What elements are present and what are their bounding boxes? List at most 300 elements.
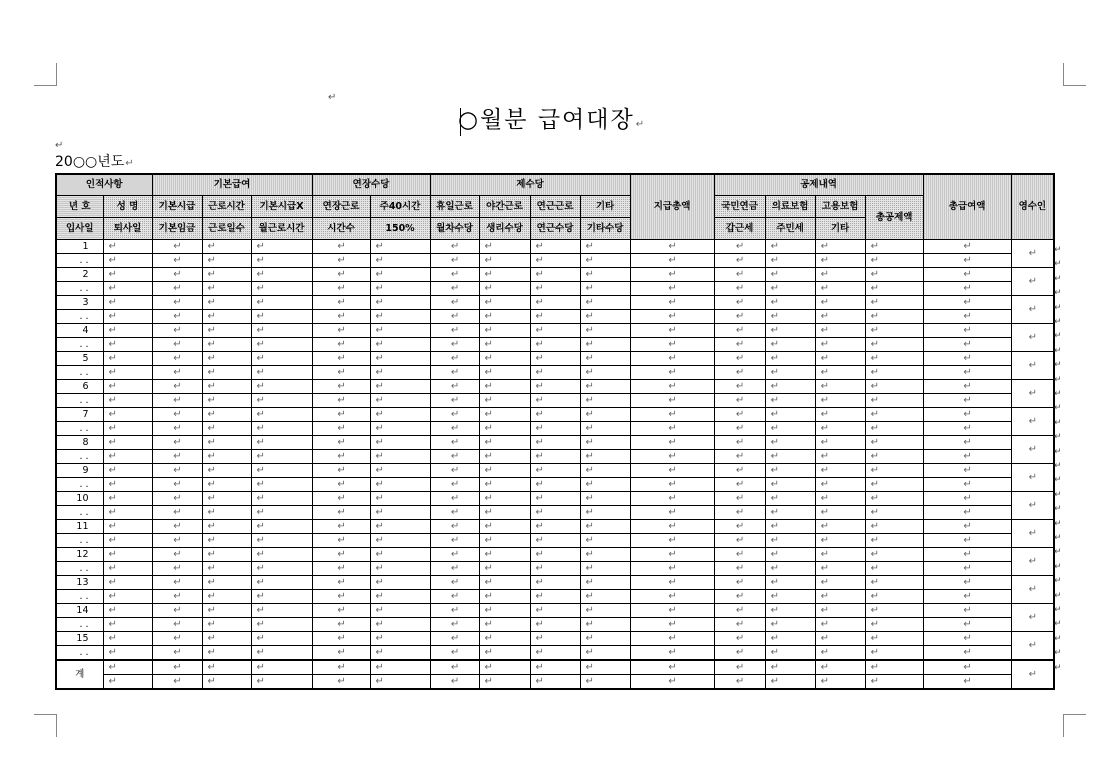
ledger-cell[interactable] bbox=[530, 590, 580, 604]
ledger-cell[interactable] bbox=[530, 548, 580, 562]
ledger-cell[interactable] bbox=[580, 422, 630, 436]
ledger-cell[interactable] bbox=[370, 632, 430, 646]
ledger-cell[interactable] bbox=[530, 646, 580, 661]
ledger-cell[interactable] bbox=[530, 240, 580, 254]
deduction-cell[interactable] bbox=[865, 492, 923, 506]
ledger-cell[interactable] bbox=[530, 520, 580, 534]
deduction-cell[interactable] bbox=[865, 436, 923, 450]
deduction-cell[interactable] bbox=[815, 282, 865, 296]
ledger-cell[interactable] bbox=[152, 324, 202, 338]
deduction-cell[interactable] bbox=[714, 240, 765, 254]
ledger-cell[interactable] bbox=[312, 310, 370, 324]
ledger-cell[interactable] bbox=[152, 268, 202, 282]
deduction-cell[interactable] bbox=[865, 562, 923, 576]
ledger-cell[interactable] bbox=[152, 380, 202, 394]
ledger-cell[interactable] bbox=[530, 576, 580, 590]
ledger-cell[interactable] bbox=[202, 660, 251, 675]
ledger-cell[interactable] bbox=[370, 240, 430, 254]
hire-date-cell[interactable]: . . bbox=[56, 422, 103, 436]
ledger-cell[interactable] bbox=[103, 604, 152, 618]
deduction-cell[interactable] bbox=[765, 380, 815, 394]
ledger-cell[interactable] bbox=[152, 436, 202, 450]
total-payment-cell[interactable] bbox=[630, 464, 714, 478]
ledger-cell[interactable] bbox=[251, 240, 312, 254]
deduction-cell[interactable] bbox=[714, 422, 765, 436]
ledger-cell[interactable] bbox=[312, 436, 370, 450]
gross-pay-cell[interactable] bbox=[923, 296, 1011, 310]
hire-date-cell[interactable]: . . bbox=[56, 254, 103, 268]
deduction-cell[interactable] bbox=[815, 338, 865, 352]
receipt-signature-cell[interactable] bbox=[1011, 492, 1054, 520]
employee-number-cell[interactable]: 6 bbox=[56, 380, 103, 394]
ledger-cell[interactable] bbox=[580, 268, 630, 282]
deduction-cell[interactable] bbox=[765, 352, 815, 366]
ledger-cell[interactable] bbox=[152, 675, 202, 690]
ledger-cell[interactable] bbox=[530, 338, 580, 352]
hire-date-cell[interactable]: . . bbox=[56, 506, 103, 520]
ledger-cell[interactable] bbox=[251, 366, 312, 380]
ledger-cell[interactable] bbox=[479, 380, 530, 394]
gross-pay-cell[interactable] bbox=[923, 380, 1011, 394]
deduction-cell[interactable] bbox=[815, 548, 865, 562]
deduction-cell[interactable] bbox=[765, 464, 815, 478]
ledger-cell[interactable] bbox=[251, 604, 312, 618]
ledger-cell[interactable] bbox=[103, 338, 152, 352]
total-payment-cell[interactable] bbox=[630, 618, 714, 632]
deduction-cell[interactable] bbox=[865, 324, 923, 338]
deduction-cell[interactable] bbox=[714, 282, 765, 296]
ledger-cell[interactable] bbox=[370, 520, 430, 534]
ledger-cell[interactable] bbox=[251, 324, 312, 338]
ledger-cell[interactable] bbox=[479, 675, 530, 690]
ledger-cell[interactable] bbox=[430, 366, 479, 380]
ledger-cell[interactable] bbox=[430, 296, 479, 310]
ledger-cell[interactable] bbox=[152, 618, 202, 632]
gross-pay-cell[interactable] bbox=[923, 562, 1011, 576]
deduction-cell[interactable] bbox=[765, 618, 815, 632]
ledger-cell[interactable] bbox=[430, 352, 479, 366]
ledger-cell[interactable] bbox=[370, 450, 430, 464]
deduction-cell[interactable] bbox=[815, 506, 865, 520]
receipt-signature-cell[interactable] bbox=[1011, 268, 1054, 296]
gross-pay-cell[interactable] bbox=[923, 492, 1011, 506]
ledger-cell[interactable] bbox=[370, 324, 430, 338]
deduction-cell[interactable] bbox=[865, 618, 923, 632]
total-payment-cell[interactable] bbox=[630, 408, 714, 422]
ledger-cell[interactable] bbox=[312, 562, 370, 576]
hire-date-cell[interactable]: . . bbox=[56, 534, 103, 548]
ledger-cell[interactable] bbox=[312, 675, 370, 690]
ledger-cell[interactable] bbox=[580, 464, 630, 478]
ledger-cell[interactable] bbox=[370, 464, 430, 478]
ledger-cell[interactable] bbox=[430, 660, 479, 675]
deduction-cell[interactable] bbox=[815, 394, 865, 408]
hire-date-cell[interactable]: . . bbox=[56, 338, 103, 352]
deduction-cell[interactable] bbox=[765, 450, 815, 464]
ledger-cell[interactable] bbox=[202, 632, 251, 646]
ledger-cell[interactable] bbox=[202, 240, 251, 254]
ledger-cell[interactable] bbox=[152, 534, 202, 548]
ledger-cell[interactable] bbox=[312, 296, 370, 310]
ledger-cell[interactable] bbox=[152, 422, 202, 436]
deduction-cell[interactable] bbox=[714, 394, 765, 408]
receipt-signature-cell[interactable] bbox=[1011, 464, 1054, 492]
total-payment-cell[interactable] bbox=[630, 590, 714, 604]
deduction-cell[interactable] bbox=[765, 422, 815, 436]
ledger-cell[interactable] bbox=[312, 338, 370, 352]
ledger-cell[interactable] bbox=[370, 436, 430, 450]
employee-number-cell[interactable]: 5 bbox=[56, 352, 103, 366]
employee-number-cell[interactable]: 7 bbox=[56, 408, 103, 422]
ledger-cell[interactable] bbox=[152, 520, 202, 534]
ledger-cell[interactable] bbox=[530, 675, 580, 690]
deduction-cell[interactable] bbox=[714, 464, 765, 478]
deduction-cell[interactable] bbox=[815, 324, 865, 338]
ledger-cell[interactable] bbox=[430, 324, 479, 338]
deduction-cell[interactable] bbox=[865, 352, 923, 366]
ledger-cell[interactable] bbox=[479, 254, 530, 268]
gross-pay-cell[interactable] bbox=[923, 450, 1011, 464]
total-payment-cell[interactable] bbox=[630, 604, 714, 618]
ledger-cell[interactable] bbox=[530, 506, 580, 520]
ledger-cell[interactable] bbox=[152, 506, 202, 520]
hire-date-cell[interactable]: . . bbox=[56, 590, 103, 604]
gross-pay-cell[interactable] bbox=[923, 338, 1011, 352]
ledger-cell[interactable] bbox=[479, 590, 530, 604]
deduction-cell[interactable] bbox=[765, 562, 815, 576]
ledger-cell[interactable] bbox=[580, 296, 630, 310]
ledger-cell[interactable] bbox=[103, 422, 152, 436]
ledger-cell[interactable] bbox=[202, 534, 251, 548]
total-payment-cell[interactable] bbox=[630, 548, 714, 562]
deduction-cell[interactable] bbox=[765, 675, 815, 690]
deduction-cell[interactable] bbox=[765, 394, 815, 408]
ledger-cell[interactable] bbox=[479, 534, 530, 548]
ledger-cell[interactable] bbox=[530, 394, 580, 408]
ledger-cell[interactable] bbox=[479, 646, 530, 661]
deduction-cell[interactable] bbox=[815, 310, 865, 324]
ledger-cell[interactable] bbox=[430, 604, 479, 618]
ledger-cell[interactable] bbox=[479, 520, 530, 534]
ledger-cell[interactable] bbox=[370, 380, 430, 394]
deduction-cell[interactable] bbox=[865, 394, 923, 408]
ledger-cell[interactable] bbox=[580, 366, 630, 380]
ledger-cell[interactable] bbox=[530, 478, 580, 492]
ledger-cell[interactable] bbox=[152, 590, 202, 604]
deduction-cell[interactable] bbox=[865, 604, 923, 618]
deduction-cell[interactable] bbox=[865, 268, 923, 282]
ledger-cell[interactable] bbox=[530, 450, 580, 464]
total-payment-cell[interactable] bbox=[630, 534, 714, 548]
deduction-cell[interactable] bbox=[815, 478, 865, 492]
ledger-cell[interactable] bbox=[312, 352, 370, 366]
deduction-cell[interactable] bbox=[865, 380, 923, 394]
ledger-cell[interactable] bbox=[103, 464, 152, 478]
total-payment-cell[interactable] bbox=[630, 506, 714, 520]
deduction-cell[interactable] bbox=[714, 520, 765, 534]
ledger-cell[interactable] bbox=[152, 562, 202, 576]
ledger-cell[interactable] bbox=[251, 576, 312, 590]
ledger-cell[interactable] bbox=[202, 675, 251, 690]
deduction-cell[interactable] bbox=[765, 534, 815, 548]
ledger-cell[interactable] bbox=[580, 562, 630, 576]
deduction-cell[interactable] bbox=[714, 618, 765, 632]
ledger-cell[interactable] bbox=[103, 632, 152, 646]
deduction-cell[interactable] bbox=[714, 534, 765, 548]
ledger-cell[interactable] bbox=[103, 436, 152, 450]
ledger-cell[interactable] bbox=[251, 310, 312, 324]
ledger-cell[interactable] bbox=[312, 660, 370, 675]
ledger-cell[interactable] bbox=[430, 422, 479, 436]
deduction-cell[interactable] bbox=[765, 240, 815, 254]
ledger-cell[interactable] bbox=[312, 254, 370, 268]
receipt-signature-cell[interactable] bbox=[1011, 632, 1054, 661]
deduction-cell[interactable] bbox=[765, 282, 815, 296]
ledger-cell[interactable] bbox=[430, 338, 479, 352]
deduction-cell[interactable] bbox=[765, 324, 815, 338]
ledger-cell[interactable] bbox=[580, 282, 630, 296]
deduction-cell[interactable] bbox=[714, 324, 765, 338]
ledger-cell[interactable] bbox=[202, 464, 251, 478]
deduction-cell[interactable] bbox=[714, 506, 765, 520]
total-payment-cell[interactable] bbox=[630, 520, 714, 534]
ledger-cell[interactable] bbox=[202, 548, 251, 562]
total-payment-cell[interactable] bbox=[630, 254, 714, 268]
deduction-cell[interactable] bbox=[714, 492, 765, 506]
receipt-signature-cell[interactable] bbox=[1011, 324, 1054, 352]
hire-date-cell[interactable]: . . bbox=[56, 478, 103, 492]
employee-number-cell[interactable]: 11 bbox=[56, 520, 103, 534]
ledger-cell[interactable] bbox=[202, 506, 251, 520]
ledger-cell[interactable] bbox=[580, 380, 630, 394]
deduction-cell[interactable] bbox=[865, 408, 923, 422]
ledger-cell[interactable] bbox=[370, 675, 430, 690]
ledger-cell[interactable] bbox=[103, 675, 152, 690]
ledger-cell[interactable] bbox=[430, 380, 479, 394]
ledger-cell[interactable] bbox=[251, 296, 312, 310]
deduction-cell[interactable] bbox=[815, 562, 865, 576]
ledger-cell[interactable] bbox=[312, 520, 370, 534]
deduction-cell[interactable] bbox=[815, 675, 865, 690]
ledger-cell[interactable] bbox=[152, 660, 202, 675]
employee-number-cell[interactable]: 12 bbox=[56, 548, 103, 562]
ledger-cell[interactable] bbox=[430, 492, 479, 506]
ledger-cell[interactable] bbox=[479, 548, 530, 562]
ledger-cell[interactable] bbox=[312, 646, 370, 661]
gross-pay-cell[interactable] bbox=[923, 282, 1011, 296]
ledger-cell[interactable] bbox=[103, 506, 152, 520]
ledger-cell[interactable] bbox=[530, 562, 580, 576]
ledger-cell[interactable] bbox=[430, 254, 479, 268]
ledger-cell[interactable] bbox=[370, 492, 430, 506]
deduction-cell[interactable] bbox=[865, 422, 923, 436]
deduction-cell[interactable] bbox=[865, 366, 923, 380]
ledger-cell[interactable] bbox=[370, 646, 430, 661]
ledger-cell[interactable] bbox=[370, 576, 430, 590]
ledger-cell[interactable] bbox=[312, 324, 370, 338]
gross-pay-cell[interactable] bbox=[923, 394, 1011, 408]
ledger-cell[interactable] bbox=[202, 310, 251, 324]
ledger-cell[interactable] bbox=[580, 338, 630, 352]
employee-number-cell[interactable]: 13 bbox=[56, 576, 103, 590]
deduction-cell[interactable] bbox=[865, 338, 923, 352]
ledger-cell[interactable] bbox=[202, 646, 251, 661]
hire-date-cell[interactable]: . . bbox=[56, 618, 103, 632]
ledger-cell[interactable] bbox=[152, 254, 202, 268]
ledger-cell[interactable] bbox=[479, 352, 530, 366]
ledger-cell[interactable] bbox=[251, 268, 312, 282]
ledger-cell[interactable] bbox=[251, 590, 312, 604]
ledger-cell[interactable] bbox=[580, 408, 630, 422]
ledger-cell[interactable] bbox=[530, 534, 580, 548]
ledger-cell[interactable] bbox=[312, 408, 370, 422]
gross-pay-cell[interactable] bbox=[923, 632, 1011, 646]
employee-number-cell[interactable]: 1 bbox=[56, 240, 103, 254]
ledger-cell[interactable] bbox=[430, 646, 479, 661]
ledger-cell[interactable] bbox=[530, 422, 580, 436]
ledger-cell[interactable] bbox=[580, 604, 630, 618]
gross-pay-cell[interactable] bbox=[923, 548, 1011, 562]
receipt-signature-cell[interactable] bbox=[1011, 604, 1054, 632]
ledger-cell[interactable] bbox=[103, 618, 152, 632]
ledger-cell[interactable] bbox=[103, 268, 152, 282]
total-payment-cell[interactable] bbox=[630, 380, 714, 394]
deduction-cell[interactable] bbox=[765, 296, 815, 310]
receipt-signature-cell[interactable] bbox=[1011, 548, 1054, 576]
deduction-cell[interactable] bbox=[714, 436, 765, 450]
gross-pay-cell[interactable] bbox=[923, 352, 1011, 366]
ledger-cell[interactable] bbox=[103, 394, 152, 408]
gross-pay-cell[interactable] bbox=[923, 576, 1011, 590]
deduction-cell[interactable] bbox=[865, 506, 923, 520]
hire-date-cell[interactable]: . . bbox=[56, 394, 103, 408]
total-payment-cell[interactable] bbox=[630, 268, 714, 282]
ledger-cell[interactable] bbox=[580, 534, 630, 548]
ledger-cell[interactable] bbox=[202, 590, 251, 604]
ledger-cell[interactable] bbox=[370, 548, 430, 562]
ledger-cell[interactable] bbox=[312, 604, 370, 618]
ledger-cell[interactable] bbox=[430, 268, 479, 282]
deduction-cell[interactable] bbox=[765, 366, 815, 380]
ledger-cell[interactable] bbox=[103, 366, 152, 380]
total-payment-cell[interactable] bbox=[630, 660, 714, 675]
gross-pay-cell[interactable] bbox=[923, 464, 1011, 478]
ledger-cell[interactable] bbox=[251, 675, 312, 690]
ledger-cell[interactable] bbox=[312, 366, 370, 380]
ledger-cell[interactable] bbox=[152, 240, 202, 254]
ledger-cell[interactable] bbox=[103, 576, 152, 590]
ledger-cell[interactable] bbox=[202, 408, 251, 422]
ledger-cell[interactable] bbox=[103, 408, 152, 422]
ledger-cell[interactable] bbox=[580, 324, 630, 338]
year-label[interactable] bbox=[55, 153, 134, 173]
ledger-cell[interactable] bbox=[152, 408, 202, 422]
total-payment-cell[interactable] bbox=[630, 478, 714, 492]
deduction-cell[interactable] bbox=[865, 254, 923, 268]
ledger-cell[interactable] bbox=[103, 534, 152, 548]
ledger-cell[interactable] bbox=[152, 478, 202, 492]
deduction-cell[interactable] bbox=[714, 268, 765, 282]
ledger-cell[interactable] bbox=[370, 478, 430, 492]
deduction-cell[interactable] bbox=[815, 380, 865, 394]
ledger-cell[interactable] bbox=[580, 675, 630, 690]
ledger-cell[interactable] bbox=[479, 450, 530, 464]
ledger-cell[interactable] bbox=[312, 282, 370, 296]
deduction-cell[interactable] bbox=[815, 492, 865, 506]
deduction-cell[interactable] bbox=[714, 646, 765, 661]
deduction-cell[interactable] bbox=[765, 604, 815, 618]
total-payment-cell[interactable] bbox=[630, 324, 714, 338]
ledger-cell[interactable] bbox=[580, 618, 630, 632]
deduction-cell[interactable] bbox=[765, 506, 815, 520]
ledger-cell[interactable] bbox=[202, 562, 251, 576]
ledger-cell[interactable] bbox=[430, 576, 479, 590]
ledger-cell[interactable] bbox=[370, 422, 430, 436]
employee-number-cell[interactable]: 10 bbox=[56, 492, 103, 506]
gross-pay-cell[interactable] bbox=[923, 590, 1011, 604]
ledger-cell[interactable] bbox=[202, 478, 251, 492]
ledger-cell[interactable] bbox=[103, 478, 152, 492]
gross-pay-cell[interactable] bbox=[923, 436, 1011, 450]
ledger-cell[interactable] bbox=[152, 548, 202, 562]
gross-pay-cell[interactable] bbox=[923, 324, 1011, 338]
deduction-cell[interactable] bbox=[714, 632, 765, 646]
deduction-cell[interactable] bbox=[815, 604, 865, 618]
ledger-cell[interactable] bbox=[430, 632, 479, 646]
ledger-cell[interactable] bbox=[152, 338, 202, 352]
ledger-cell[interactable] bbox=[370, 338, 430, 352]
employee-number-cell[interactable]: 14 bbox=[56, 604, 103, 618]
total-payment-cell[interactable] bbox=[630, 436, 714, 450]
ledger-cell[interactable] bbox=[479, 632, 530, 646]
total-payment-cell[interactable] bbox=[630, 675, 714, 690]
total-payment-cell[interactable] bbox=[630, 632, 714, 646]
ledger-cell[interactable] bbox=[430, 394, 479, 408]
total-payment-cell[interactable] bbox=[630, 450, 714, 464]
deduction-cell[interactable] bbox=[815, 422, 865, 436]
deduction-cell[interactable] bbox=[714, 548, 765, 562]
gross-pay-cell[interactable] bbox=[923, 604, 1011, 618]
ledger-cell[interactable] bbox=[430, 408, 479, 422]
ledger-cell[interactable] bbox=[580, 478, 630, 492]
ledger-cell[interactable] bbox=[202, 450, 251, 464]
deduction-cell[interactable] bbox=[865, 675, 923, 690]
ledger-cell[interactable] bbox=[152, 576, 202, 590]
ledger-cell[interactable] bbox=[312, 240, 370, 254]
ledger-cell[interactable] bbox=[479, 492, 530, 506]
deduction-cell[interactable] bbox=[815, 576, 865, 590]
ledger-cell[interactable] bbox=[251, 464, 312, 478]
ledger-cell[interactable] bbox=[430, 478, 479, 492]
ledger-cell[interactable] bbox=[312, 380, 370, 394]
ledger-cell[interactable] bbox=[103, 562, 152, 576]
deduction-cell[interactable] bbox=[714, 478, 765, 492]
ledger-cell[interactable] bbox=[312, 534, 370, 548]
total-payment-cell[interactable] bbox=[630, 422, 714, 436]
ledger-cell[interactable] bbox=[312, 632, 370, 646]
ledger-cell[interactable] bbox=[479, 506, 530, 520]
total-payment-cell[interactable] bbox=[630, 492, 714, 506]
ledger-cell[interactable] bbox=[430, 520, 479, 534]
ledger-cell[interactable] bbox=[312, 464, 370, 478]
ledger-cell[interactable] bbox=[312, 450, 370, 464]
ledger-cell[interactable] bbox=[530, 492, 580, 506]
ledger-cell[interactable] bbox=[479, 422, 530, 436]
ledger-cell[interactable] bbox=[202, 520, 251, 534]
ledger-cell[interactable] bbox=[479, 324, 530, 338]
deduction-cell[interactable] bbox=[765, 590, 815, 604]
ledger-cell[interactable] bbox=[103, 450, 152, 464]
